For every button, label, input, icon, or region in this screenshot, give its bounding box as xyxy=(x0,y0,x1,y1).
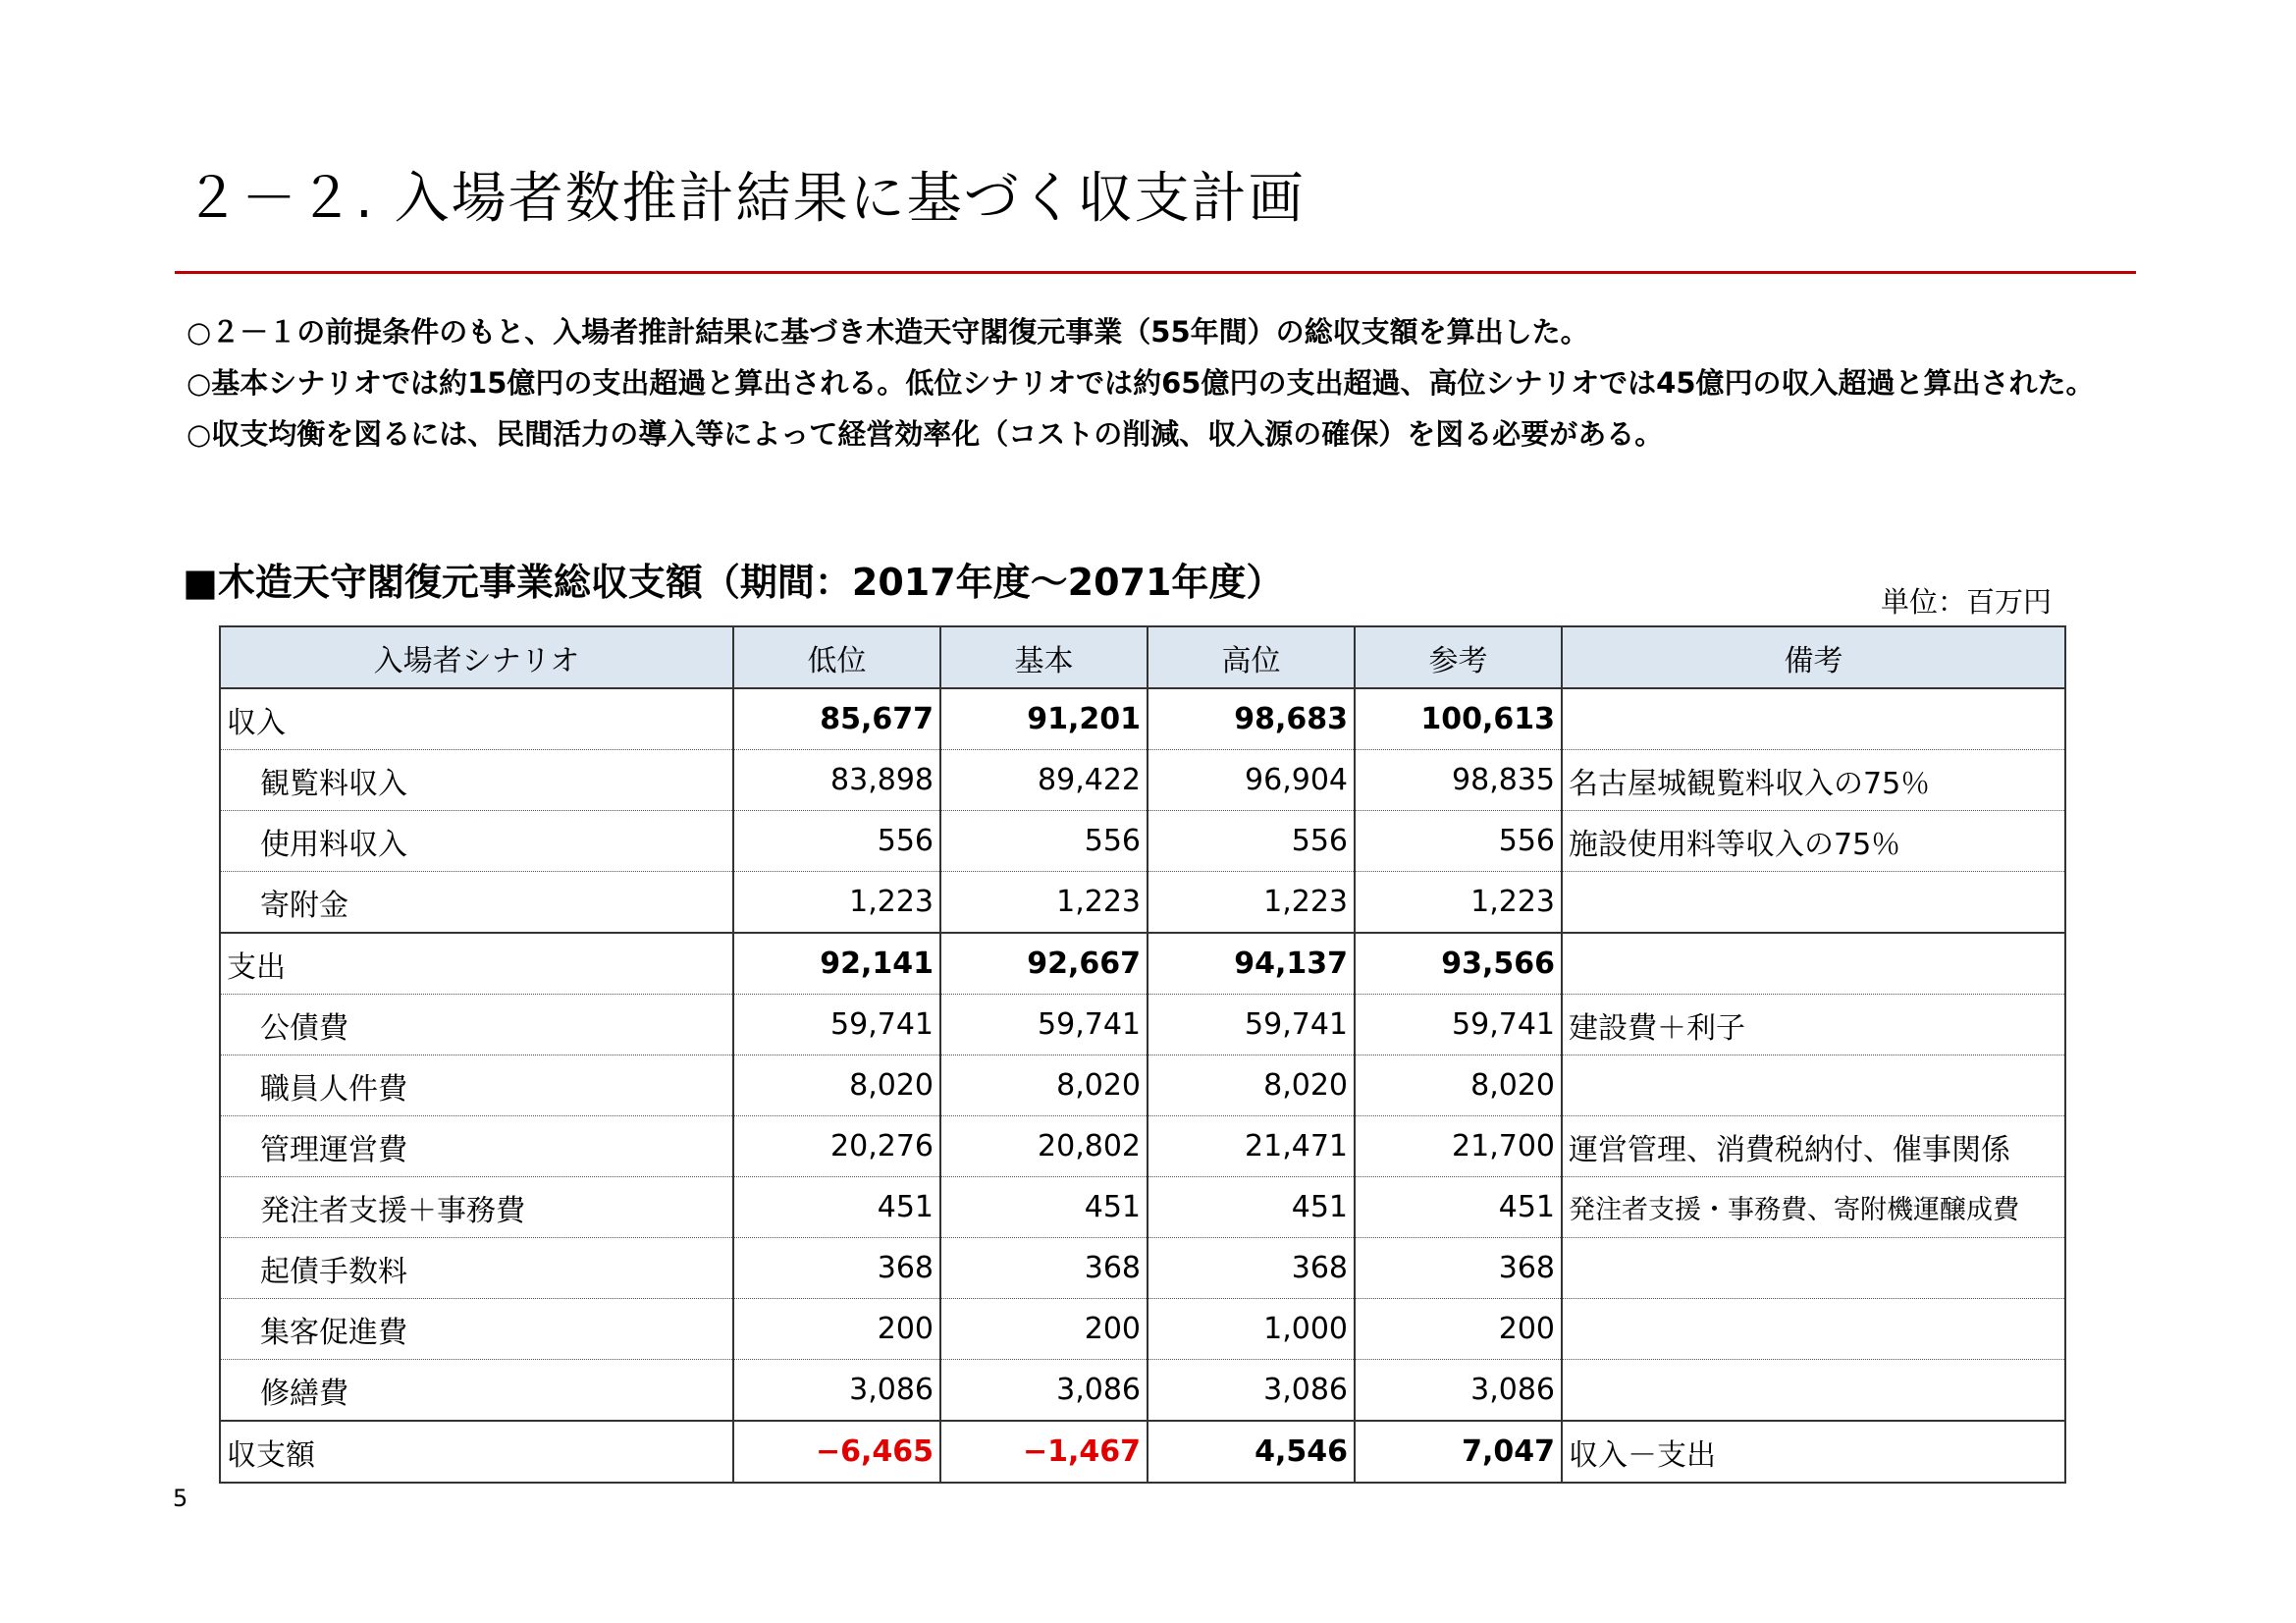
row-label: 収入 xyxy=(220,688,733,750)
cell-value: 85,677 xyxy=(733,688,940,750)
cell-value: 8,020 xyxy=(1355,1055,1562,1116)
table-row xyxy=(220,750,2065,811)
table-row xyxy=(220,1116,2065,1177)
cell-value: 20,802 xyxy=(940,1116,1148,1177)
cell-value: 59,741 xyxy=(733,995,940,1055)
header-base: 基本 xyxy=(940,626,1148,688)
row-label: 集客促進費 xyxy=(220,1299,733,1360)
cell-value: 21,700 xyxy=(1355,1116,1562,1177)
table-row xyxy=(220,1177,2065,1238)
table-row-income xyxy=(220,688,2065,750)
table-row-balance xyxy=(220,1421,2065,1483)
cell-note: 施設使用料等収入の75％ xyxy=(1562,811,2065,872)
cell-value: 1,223 xyxy=(1355,872,1562,934)
budget-table xyxy=(219,625,2066,1484)
title-divider xyxy=(175,271,2136,274)
table-row xyxy=(220,811,2065,872)
cell-value: 451 xyxy=(940,1177,1148,1238)
header-low: 低位 xyxy=(733,626,940,688)
table-row xyxy=(220,1238,2065,1299)
cell-value: 368 xyxy=(1355,1238,1562,1299)
cell-value: 556 xyxy=(1355,811,1562,872)
cell-value: 92,141 xyxy=(733,933,940,995)
cell-value: 556 xyxy=(940,811,1148,872)
cell-note xyxy=(1562,1360,2065,1422)
cell-value: 200 xyxy=(733,1299,940,1360)
cell-value: 8,020 xyxy=(940,1055,1148,1116)
cell-value: 94,137 xyxy=(1148,933,1355,995)
cell-value: 100,613 xyxy=(1355,688,1562,750)
row-label: 使用料収入 xyxy=(220,811,733,872)
row-label: 職員人件費 xyxy=(220,1055,733,1116)
page-title: ２－２. 入場者数推計結果に基づく収支計画 xyxy=(185,167,1306,231)
cell-value: 200 xyxy=(1355,1299,1562,1360)
cell-value: 1,000 xyxy=(1148,1299,1355,1360)
cell-value: 83,898 xyxy=(733,750,940,811)
cell-note: 収入－支出 xyxy=(1562,1421,2065,1483)
cell-value: 556 xyxy=(733,811,940,872)
cell-value: 368 xyxy=(733,1238,940,1299)
cell-note: 発注者支援・事務費、寄附機運醸成費 xyxy=(1562,1177,2065,1238)
cell-note xyxy=(1562,688,2065,750)
cell-note: 名古屋城観覧料収入の75％ xyxy=(1562,750,2065,811)
cell-note xyxy=(1562,872,2065,934)
cell-value: 1,223 xyxy=(940,872,1148,934)
row-label: 起債手数料 xyxy=(220,1238,733,1299)
header-row xyxy=(220,626,2065,688)
cell-value: 59,741 xyxy=(1148,995,1355,1055)
header-high: 高位 xyxy=(1148,626,1355,688)
row-label: 管理運営費 xyxy=(220,1116,733,1177)
cell-value: 3,086 xyxy=(940,1360,1148,1422)
cell-value: 8,020 xyxy=(733,1055,940,1116)
row-label: 公債費 xyxy=(220,995,733,1055)
cell-value: 59,741 xyxy=(940,995,1148,1055)
table-row xyxy=(220,1055,2065,1116)
bullet-item: ○収支均衡を図るには、民間活力の導入等によって経営効率化（コストの削減、収入源の確保）を図る必要がある。 xyxy=(187,417,1664,451)
cell-value: 98,683 xyxy=(1148,688,1355,750)
cell-value: 368 xyxy=(1148,1238,1355,1299)
cell-value: 89,422 xyxy=(940,750,1148,811)
unit-label: 単位：百万円 xyxy=(1881,585,2053,619)
cell-note xyxy=(1562,933,2065,995)
cell-value: 3,086 xyxy=(1355,1360,1562,1422)
table-row xyxy=(220,872,2065,934)
cell-value: 92,667 xyxy=(940,933,1148,995)
cell-value-negative: −1,467 xyxy=(940,1421,1148,1483)
cell-value: 7,047 xyxy=(1355,1421,1562,1483)
cell-note xyxy=(1562,1238,2065,1299)
cell-note: 運営管理、消費税納付、催事関係 xyxy=(1562,1116,2065,1177)
bullet-item: ○２－１の前提条件のもと、入場者推計結果に基づき木造天守閣復元事業（55年間）の総収支額を算出した。 xyxy=(187,315,1589,349)
cell-note xyxy=(1562,1055,2065,1116)
cell-value: 93,566 xyxy=(1355,933,1562,995)
table-row xyxy=(220,1360,2065,1422)
cell-value: 91,201 xyxy=(940,688,1148,750)
cell-note: 建設費＋利子 xyxy=(1562,995,2065,1055)
bullet-list xyxy=(187,312,2120,465)
cell-value: 451 xyxy=(733,1177,940,1238)
cell-value: 1,223 xyxy=(733,872,940,934)
cell-value: 8,020 xyxy=(1148,1055,1355,1116)
cell-value: 96,904 xyxy=(1148,750,1355,811)
cell-value-negative: −6,465 xyxy=(733,1421,940,1483)
cell-value: 368 xyxy=(940,1238,1148,1299)
table-row-expenditure xyxy=(220,933,2065,995)
page-number: 5 xyxy=(173,1485,188,1512)
cell-note xyxy=(1562,1299,2065,1360)
cell-value: 451 xyxy=(1355,1177,1562,1238)
header-scenario: 入場者シナリオ xyxy=(220,626,733,688)
cell-value: 3,086 xyxy=(1148,1360,1355,1422)
row-label: 発注者支援＋事務費 xyxy=(220,1177,733,1238)
cell-value: 3,086 xyxy=(733,1360,940,1422)
row-label: 収支額 xyxy=(220,1421,733,1483)
cell-value: 556 xyxy=(1148,811,1355,872)
table-row xyxy=(220,995,2065,1055)
table-title: ■木造天守閣復元事業総収支額（期間：2017年度～2071年度） xyxy=(183,561,1284,604)
cell-value: 451 xyxy=(1148,1177,1355,1238)
header-remarks: 備考 xyxy=(1562,626,2065,688)
cell-value: 1,223 xyxy=(1148,872,1355,934)
cell-value: 20,276 xyxy=(733,1116,940,1177)
bullet-item: ○基本シナリオでは約15億円の支出超過と算出される。低位シナリオでは約65億円の支出超過、高位シナリオでは45億円の収入超過と算出された。 xyxy=(187,366,2095,400)
cell-value: 98,835 xyxy=(1355,750,1562,811)
cell-value: 21,471 xyxy=(1148,1116,1355,1177)
row-label: 寄附金 xyxy=(220,872,733,934)
cell-value: 4,546 xyxy=(1148,1421,1355,1483)
cell-value: 200 xyxy=(940,1299,1148,1360)
header-reference: 参考 xyxy=(1355,626,1562,688)
cell-value: 59,741 xyxy=(1355,995,1562,1055)
table-row xyxy=(220,1299,2065,1360)
row-label: 支出 xyxy=(220,933,733,995)
row-label: 観覧料収入 xyxy=(220,750,733,811)
row-label: 修繕費 xyxy=(220,1360,733,1422)
